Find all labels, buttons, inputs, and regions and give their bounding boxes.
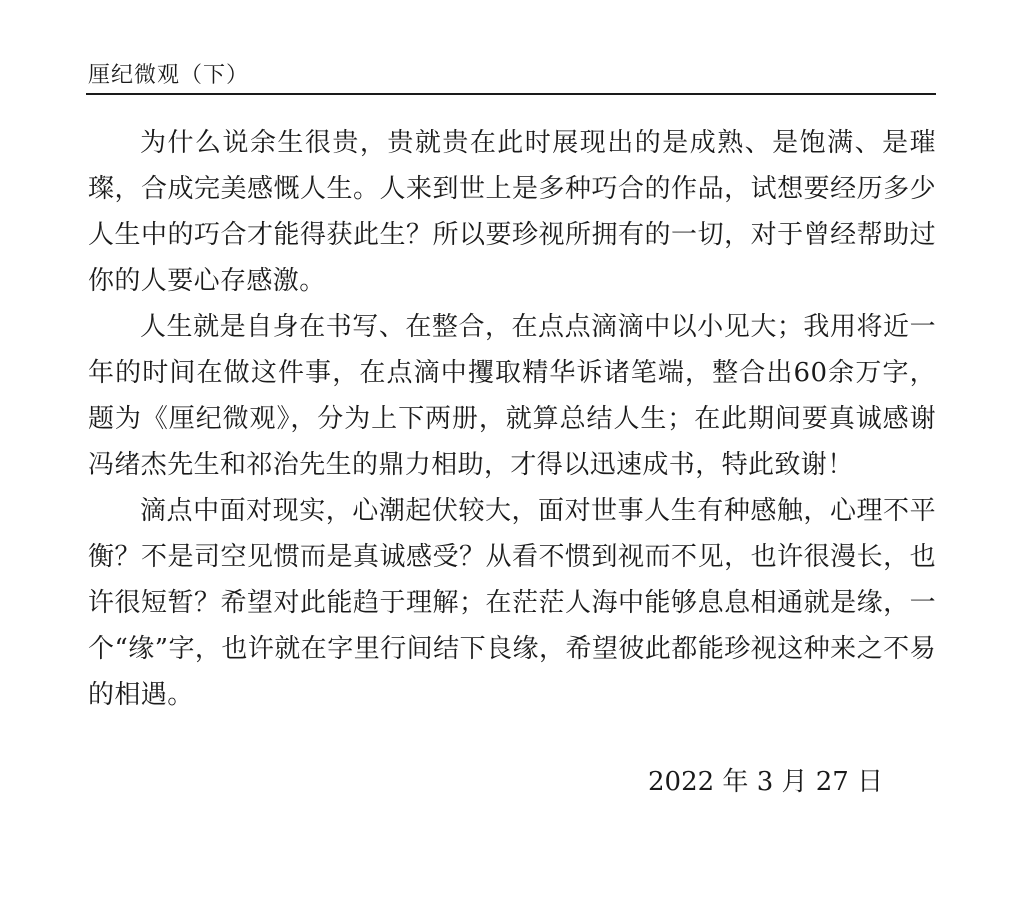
paragraph-3: 滴点中面对现实，心潮起伏较大，面对世事人生有种感触，心理不平衡？不是司空见惯而是真诚感受？从看不惯到视而不见，也许很漫长，也许很短暂？希望对此能趋于理解；在茫茫人海中能够息息相通就是缘，一个“缘”字，也许就在字里行间结下良缘，希望彼此都能珍视这种来之不易的相遇。 (88, 496, 936, 710)
body-text (88, 120, 936, 718)
header-rule (86, 93, 936, 95)
paragraph-2: 人生就是自身在书写、在整合，在点点滴滴中以小见大；我用将近一年的时间在做这件事，在点滴中攫取精华诉诸笔端，整合出60余万字，题为《厘纪微观》，分为上下两册，就算总结人生；在此期间要真诚感谢冯绪杰先生和祁治先生的鼎力相助，才得以迅速成书，特此致谢！ (88, 312, 936, 480)
running-head-title: 厘纪微观（下） (88, 63, 250, 88)
paragraph-1: 为什么说余生很贵，贵就贵在此时展现出的是成熟、是饱满、是璀璨，合成完美感慨人生。人来到世上是多种巧合的作品，试想要经历多少人生中的巧合才能得获此生？所以要珍视所拥有的一切，对于曾经帮助过你的人要心存感激。 (88, 128, 936, 296)
signature-date: 2022 年 3 月 27 日 (648, 767, 884, 797)
